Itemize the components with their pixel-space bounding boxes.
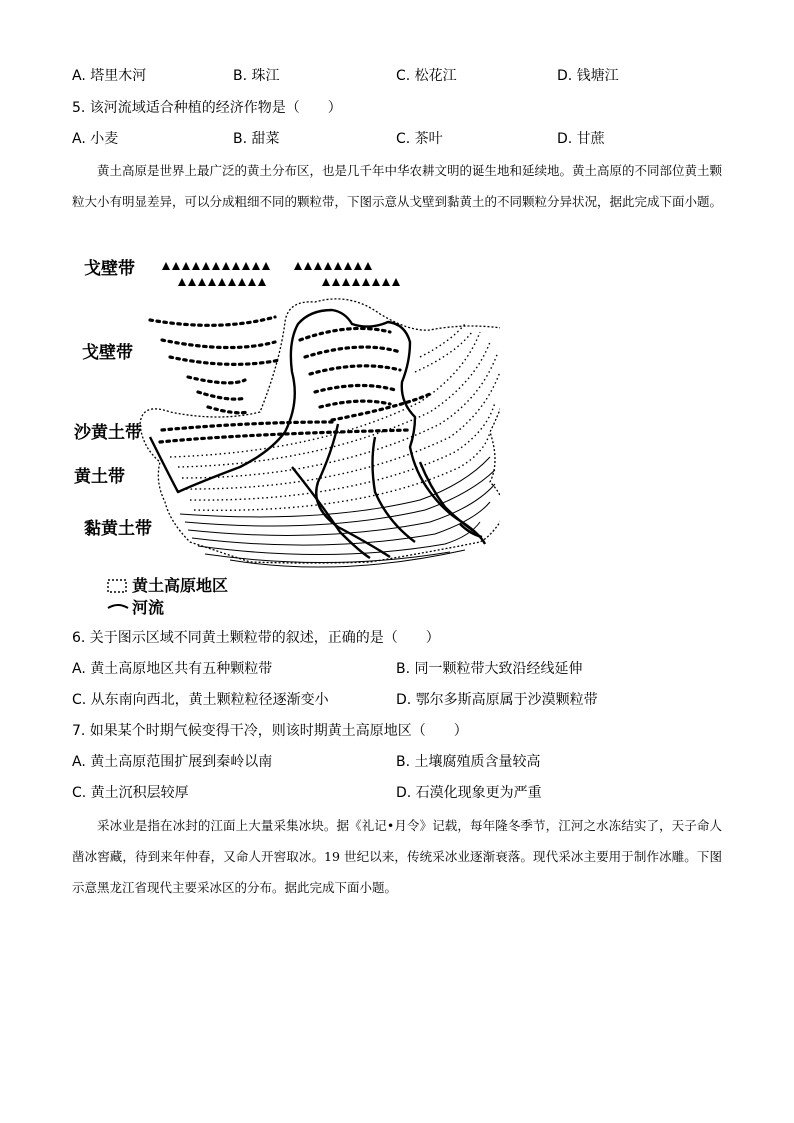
passage-ice-harvesting: 采冰业是指在冰封的江面上大量采集冰块。据《礼记•月令》记载，每年隆冬季节，江河之水冻结实了，天子命人凿冰窖藏，待到来年仲春，又命人开窖取冰。19 世纪以来，传统采冰业逐渐衰落。现代采冰主要用于制作冰雕。下图示意黑龙江省现代主要采冰区的分布。据此完成下面小题。: [72, 818, 722, 895]
gobi-triangle-icon: [182, 262, 190, 270]
gobi-triangle-icon: [262, 262, 270, 270]
q5-option-b: B. 甜菜: [233, 131, 280, 147]
gobi-triangle-icon: [248, 278, 256, 286]
gobi-triangle-icon: [332, 278, 340, 286]
q5-option-c: C. 茶叶: [396, 131, 443, 147]
gobi-triangle-icon: [352, 278, 360, 286]
passage-loess-plateau: 黄土高原是世界上最广泛的黄土分布区，也是几千年中华农耕文明的诞生地和延续地。黄土高原的不同部位黄土颗粒大小有明显差异，可以分成粗细不同的颗粒带，下图示意从戈壁到黏黄土的不同颗粒分异状况，据此完成下面小题。: [72, 163, 723, 209]
gobi-triangle-icon: [212, 262, 220, 270]
gobi-triangle-icon: [342, 278, 350, 286]
label-gobi-top: 戈壁带: [84, 259, 135, 279]
q7-option-a: A. 黄土高原范围扩展到秦岭以南: [72, 754, 273, 770]
q6-option-d: D. 鄂尔多斯高原属于沙漠颗粒带: [396, 692, 598, 708]
gobi-triangle-icon: [172, 262, 180, 270]
q7-option-c: C. 黄土沉积层较厚: [72, 785, 189, 801]
plateau-boundary: [140, 299, 500, 563]
q7-stem: 7. 如果某个时期气候变得干冷，则该时期黄土高原地区（ ）: [72, 723, 468, 739]
gobi-triangle-icons: [162, 262, 400, 286]
q7-option-d: D. 石漠化现象更为严重: [396, 785, 542, 801]
legend-plateau-swatch: [108, 580, 126, 592]
gobi-triangle-icon: [222, 262, 230, 270]
gobi-triangle-icon: [178, 278, 186, 286]
gobi-triangle-icon: [322, 278, 330, 286]
gobi-triangle-icon: [362, 278, 370, 286]
legend-river-label: 河流: [132, 598, 165, 617]
gobi-triangle-icon: [218, 278, 226, 286]
gobi-triangle-icon: [238, 278, 246, 286]
gobi-triangle-icon: [208, 278, 216, 286]
label-loess: 黄土带: [74, 467, 125, 487]
gobi-triangle-icon: [162, 262, 170, 270]
legend-plateau-label: 黄土高原地区: [132, 576, 229, 595]
gobi-triangle-icon: [364, 262, 372, 270]
legend: [108, 576, 228, 617]
gobi-triangle-icon: [354, 262, 362, 270]
gobi-triangle-icon: [192, 262, 200, 270]
q5-option-a: A. 小麦: [72, 131, 119, 147]
q6-option-a: A. 黄土高原地区共有五种颗粒带: [72, 661, 273, 677]
gobi-triangle-icon: [258, 278, 266, 286]
gobi-triangle-icon: [382, 278, 390, 286]
q6-option-b: B. 同一颗粒带大致沿经线延伸: [396, 661, 583, 677]
legend-river-swatch: [108, 605, 128, 608]
gobi-triangle-icon: [392, 278, 400, 286]
q4-option-c: C. 松花江: [396, 68, 457, 84]
gobi-triangle-icon: [372, 278, 380, 286]
loess-particle-map: [70, 252, 500, 622]
q6-stem: 6. 关于图示区域不同黄土颗粒带的叙述，正确的是（ ）: [72, 630, 440, 646]
q4-option-a: A. 塔里木河: [72, 68, 147, 84]
gobi-triangle-icon: [324, 262, 332, 270]
gobi-triangle-icon: [202, 262, 210, 270]
q5-option-d: D. 甘蔗: [557, 131, 605, 147]
gobi-triangle-icon: [294, 262, 302, 270]
gobi-triangle-icon: [228, 278, 236, 286]
gobi-triangle-icon: [334, 262, 342, 270]
gobi-triangle-icon: [232, 262, 240, 270]
q6-option-c: C. 从东南向西北，黄土颗粒粒径逐渐变小: [72, 692, 329, 708]
label-gobi-mid: 戈壁带: [82, 343, 133, 363]
q5-stem: 5. 该河流域适合种植的经济作物是（ ）: [72, 100, 342, 116]
gobi-triangle-icon: [304, 262, 312, 270]
q4-option-b: B. 珠江: [233, 68, 280, 84]
q4-option-d: D. 钱塘江: [557, 68, 619, 84]
gobi-triangle-icon: [344, 262, 352, 270]
gobi-triangle-icon: [198, 278, 206, 286]
gobi-triangle-icon: [252, 262, 260, 270]
gobi-triangle-icon: [188, 278, 196, 286]
gobi-triangle-icon: [242, 262, 250, 270]
q7-option-b: B. 土壤腐殖质含量较高: [396, 754, 541, 770]
label-sandy-loess: 沙黄土带: [74, 423, 142, 443]
label-clay-loess: 黏黄土带: [84, 519, 152, 539]
gobi-triangle-icon: [314, 262, 322, 270]
